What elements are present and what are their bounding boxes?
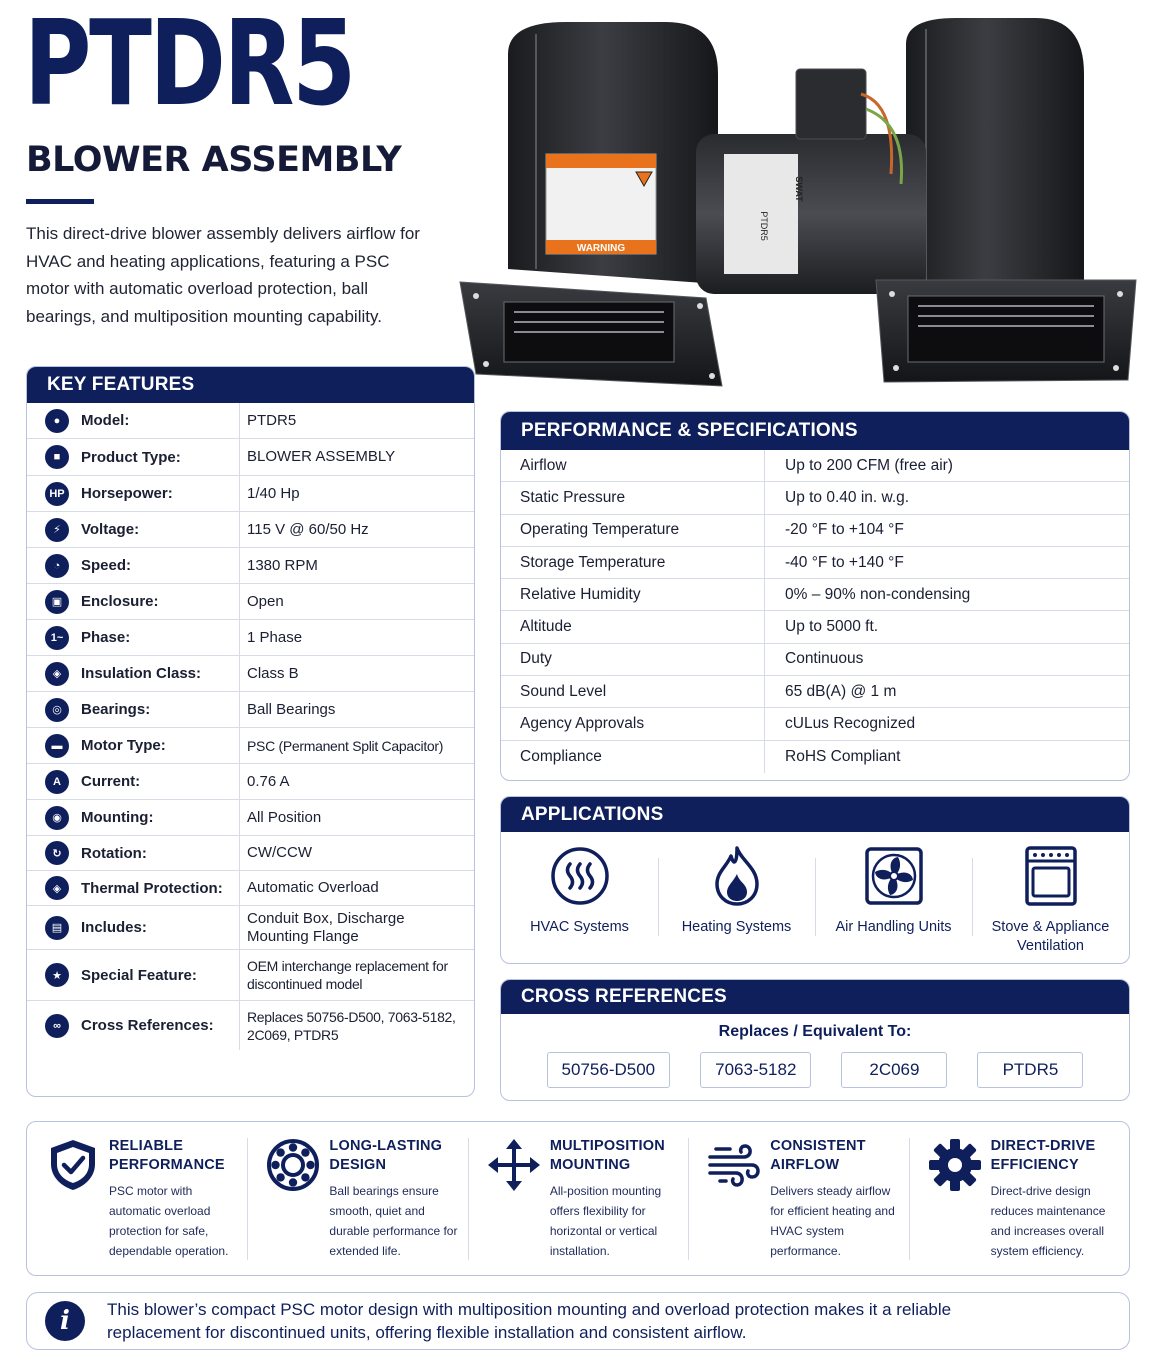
application-label: Heating Systems [681, 919, 792, 935]
column-divider [239, 512, 240, 547]
performance-table [501, 450, 1129, 773]
key-feature-value: PTDR5 [247, 411, 297, 429]
star-icon: ★ [45, 963, 69, 987]
tag-icon: ● [45, 409, 69, 433]
column-divider [239, 800, 240, 835]
key-feature-value: Replaces 50756-D500, 7063-5182, 2C069, PTDR5 [247, 1008, 456, 1043]
performance-panel [500, 411, 1130, 781]
spec-value: 65 dB(A) @ 1 m [785, 682, 897, 700]
spec-value: Up to 5000 ft. [785, 618, 879, 636]
spec-row [501, 547, 1129, 579]
key-feature-value: CW/CCW [247, 844, 312, 861]
key-feature-label: Speed: [81, 557, 132, 574]
spec-label: Airflow [501, 450, 765, 481]
benefit-item [27, 1122, 247, 1275]
key-feature-label: Rotation: [81, 844, 147, 862]
blower-assembly-image [456, 14, 1142, 388]
move-arrows-icon [486, 1137, 542, 1193]
column-divider [239, 403, 240, 438]
key-feature-row [27, 620, 474, 656]
key-feature-label: Thermal Protection: [81, 879, 223, 897]
key-feature-value: 1/40 Hp [247, 484, 300, 502]
key-feature-row [27, 1001, 474, 1050]
key-feature-row [27, 656, 474, 692]
column-divider [239, 548, 240, 583]
key-feature-row [27, 906, 474, 950]
key-feature-value: PSC (Permanent Split Capacitor) [247, 737, 444, 754]
spec-label: Agency Approvals [501, 708, 765, 739]
column-divider [239, 950, 240, 1000]
column-divider [239, 656, 240, 691]
spec-row [501, 482, 1129, 514]
key-feature-label: Enclosure: [81, 593, 159, 610]
application-label: HVAC Systems [530, 919, 629, 935]
stove-icon [1019, 844, 1083, 908]
spec-row [501, 644, 1129, 676]
intro-paragraph: This direct-drive blower assembly delivers airflow for HVAC and heating applications, featuring a PSC motor with automatic overload protection, ball bearings, and multiposition mounting capability. [26, 224, 420, 326]
application-label: Stove & Appliance Ventilation [991, 919, 1110, 954]
svg-text:PTDR5: PTDR5 [759, 211, 769, 241]
key-feature-value: Class B [247, 664, 299, 682]
key-features-table [27, 403, 474, 1050]
column-divider [239, 871, 240, 905]
applications-heading: APPLICATIONS [501, 797, 1129, 832]
benefit-title: LONG-LASTING DESIGN [329, 1138, 443, 1173]
key-feature-value: Conduit Box, Discharge Mounting Flange [247, 909, 405, 945]
key-feature-row [27, 548, 474, 584]
part-number-chip: 2C069 [841, 1052, 947, 1088]
key-feature-row [27, 584, 474, 620]
column-divider [239, 584, 240, 619]
key-feature-label: Includes: [81, 919, 147, 936]
spec-value: Continuous [785, 650, 864, 668]
rotation-icon: ↻ [45, 841, 69, 865]
spec-value: Up to 0.40 in. w.g. [785, 488, 910, 506]
wind-icon [706, 1137, 762, 1193]
spec-label: Sound Level [501, 676, 765, 707]
thermal-shield-icon: ◈ [45, 876, 69, 900]
spec-value: 0% – 90% non-condensing [785, 585, 971, 603]
key-feature-label: Product Type: [81, 448, 181, 466]
spec-label: Operating Temperature [501, 515, 765, 546]
benefit-title: CONSISTENT AIRFLOW [770, 1138, 866, 1173]
spec-value: cULus Recognized [785, 715, 916, 733]
product-subtitle: BLOWER ASSEMBLY [26, 140, 402, 180]
motor-icon: ▬ [45, 734, 69, 758]
title-underline [26, 199, 94, 204]
spec-row [501, 611, 1129, 643]
column-divider [239, 692, 240, 727]
key-feature-value: Open [247, 592, 284, 610]
enclosure-icon: ▣ [45, 590, 69, 614]
key-feature-label: Bearings: [81, 701, 151, 718]
key-feature-row [27, 512, 474, 548]
application-item [501, 832, 658, 963]
benefit-title: MULTIPOSITION MOUNTING [549, 1138, 665, 1173]
application-item [972, 832, 1129, 963]
benefit-description: Delivers steady airflow for efficient heating and HVAC system performance. [770, 1184, 895, 1258]
spec-row [501, 741, 1129, 773]
spec-label: Static Pressure [501, 482, 765, 513]
key-feature-row [27, 764, 474, 800]
link-icon: ∞ [45, 1014, 69, 1038]
bearing-icon: ◎ [45, 698, 69, 722]
column-divider [239, 764, 240, 799]
key-feature-label: Cross References: [81, 1017, 214, 1034]
key-feature-value: OEM interchange replacement for discontinued model [247, 958, 448, 992]
key-feature-row [27, 871, 474, 906]
mounting-icon: ◉ [45, 806, 69, 830]
current-icon: A [45, 770, 69, 794]
key-features-heading: KEY FEATURES [27, 367, 474, 403]
column-divider [239, 906, 240, 949]
benefits-strip [26, 1121, 1130, 1276]
spec-row [501, 515, 1129, 547]
spec-row [501, 676, 1129, 708]
part-number-chip: PTDR5 [977, 1052, 1083, 1088]
column-divider [239, 1001, 240, 1050]
column-divider [239, 728, 240, 763]
benefit-item [688, 1122, 908, 1275]
key-feature-row [27, 800, 474, 836]
key-features-panel [26, 366, 475, 1097]
cross-references-heading: CROSS REFERENCES [501, 980, 1129, 1014]
benefit-description: Ball bearings ensure smooth, quiet and durable performance for extended life. [329, 1184, 458, 1258]
spec-value: Up to 200 CFM (free air) [785, 456, 953, 474]
warning-label-text: WARNING [576, 243, 626, 254]
key-feature-value: 0.76 A [247, 772, 290, 790]
spec-value: -20 °F to +104 °F [785, 521, 904, 539]
gear-icon [927, 1137, 983, 1193]
key-feature-label: Phase: [81, 629, 131, 646]
fan-icon [862, 844, 926, 908]
key-feature-value: All Position [247, 808, 322, 826]
benefit-description: Direct-drive design reduces maintenance and increases overall system efficiency. [990, 1184, 1106, 1258]
key-feature-row [27, 692, 474, 728]
cross-references-panel [500, 979, 1130, 1101]
cube-icon: ■ [45, 445, 69, 469]
hp-icon: HP [45, 482, 69, 506]
bearing-icon [265, 1137, 321, 1193]
hvac-icon [548, 844, 612, 908]
key-feature-value: Automatic Overload [247, 879, 379, 896]
part-number-chip: 50756-D500 [547, 1052, 671, 1088]
spec-label: Storage Temperature [501, 547, 765, 578]
info-note-text: This blower’s compact PSC motor design with multiposition mounting and overload protection makes it a reliable replacement for discontinued units, offering flexible installation and consistent airflow. [107, 1300, 952, 1342]
box-icon: ▤ [45, 916, 69, 940]
key-feature-label: Horsepower: [81, 485, 173, 502]
benefit-description: PSC motor with automatic overload protection for safe, dependable operation. [109, 1184, 229, 1258]
application-label: Air Handling Units [835, 919, 952, 935]
benefit-description: All-position mounting offers flexibility for horizontal or vertical installation. [549, 1184, 662, 1258]
benefit-title: RELIABLE PERFORMANCE [109, 1138, 225, 1173]
spec-row [501, 708, 1129, 740]
applications-panel [500, 796, 1130, 964]
key-feature-label: Current: [81, 773, 141, 790]
benefit-title: DIRECT-DRIVE EFFICIENCY [990, 1138, 1096, 1173]
performance-heading: PERFORMANCE & SPECIFICATIONS [501, 412, 1129, 450]
cross-references-subheading: Replaces / Equivalent To: [718, 1023, 912, 1040]
key-feature-value: 1 Phase [247, 628, 303, 646]
application-item [658, 832, 815, 963]
key-feature-row [27, 476, 474, 512]
key-feature-row [27, 950, 474, 1001]
key-feature-label: Model: [81, 412, 130, 429]
spec-label: Duty [501, 644, 765, 675]
key-feature-value: 115 V @ 60/50 Hz [247, 520, 369, 538]
spec-label: Altitude [501, 611, 765, 642]
product-title: PTDR5 [24, 0, 354, 132]
benefit-item [468, 1122, 688, 1275]
column-divider [239, 476, 240, 511]
key-feature-label: Insulation Class: [81, 665, 202, 682]
key-feature-label: Voltage: [81, 521, 140, 538]
benefit-item [247, 1122, 467, 1275]
column-divider [239, 439, 240, 475]
key-feature-row [27, 403, 474, 439]
spec-value: RoHS Compliant [785, 747, 901, 765]
lightning-icon: ⚡ [45, 518, 69, 542]
spec-label: Compliance [501, 741, 765, 773]
spec-value: -40 °F to +140 °F [785, 553, 904, 571]
key-feature-row [27, 439, 474, 476]
motor-brand-text: SWAT [794, 176, 804, 202]
shield-check-icon [45, 1137, 101, 1193]
column-divider [239, 836, 240, 870]
key-feature-label: Motor Type: [81, 737, 166, 754]
shield-icon: ◈ [45, 662, 69, 686]
info-note [26, 1292, 1130, 1350]
key-feature-label: Mounting: [81, 809, 154, 826]
spec-row [501, 450, 1129, 482]
part-number-chip: 7063-5182 [700, 1052, 811, 1088]
gauge-icon: ◔ [45, 554, 69, 578]
benefit-item [909, 1122, 1129, 1275]
key-feature-value: BLOWER ASSEMBLY [247, 448, 396, 465]
key-feature-value: 1380 RPM [247, 556, 318, 574]
key-feature-row [27, 836, 474, 871]
info-icon: i [45, 1301, 85, 1341]
phase-icon: 1~ [45, 626, 69, 650]
key-feature-row [27, 728, 474, 764]
key-feature-value: Ball Bearings [247, 700, 336, 718]
application-item [815, 832, 972, 963]
spec-label: Relative Humidity [501, 579, 765, 610]
spec-row [501, 579, 1129, 611]
key-feature-label: Special Feature: [81, 966, 197, 984]
flame-icon [705, 844, 769, 908]
column-divider [239, 620, 240, 655]
